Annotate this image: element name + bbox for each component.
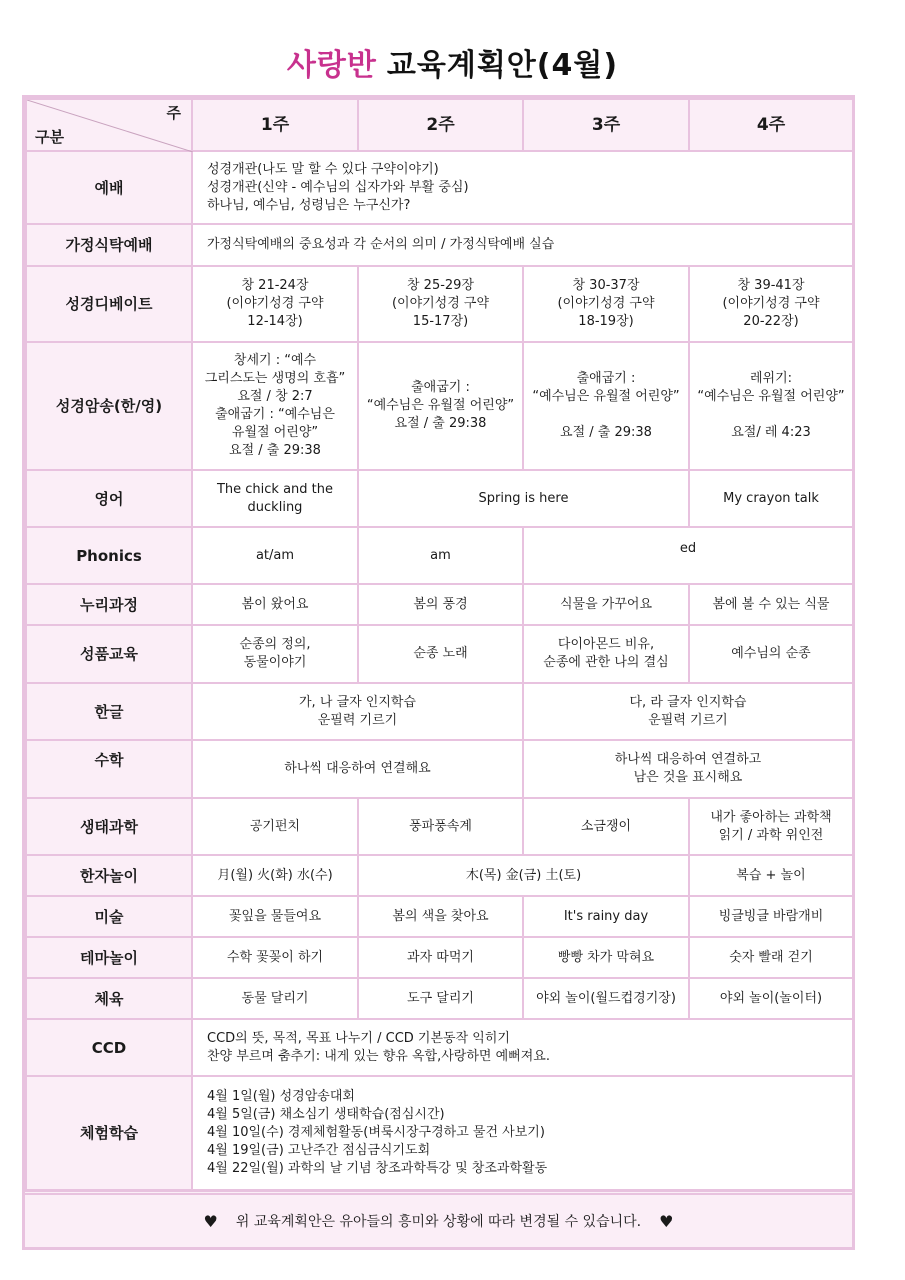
table-cell: 출애굽기 : “예수님은 유월절 어린양” 요절 / 출 29:38: [523, 342, 689, 470]
table-cell: 창 21-24장 (이야기성경 구약 12-14장): [192, 266, 358, 342]
table-cell: It's rainy day: [523, 896, 689, 937]
worship-content: [192, 151, 853, 224]
week-header: 4주: [689, 99, 853, 151]
corner-category-label: 구분: [35, 128, 64, 146]
row-label: CCD: [26, 1019, 192, 1076]
row-label: 체험학습: [26, 1076, 192, 1190]
content-line: 성경개관(신약 - 예수님의 십자가와 부활 중심): [207, 179, 469, 195]
content-line: 4월 19일(금) 고난주간 점심금식기도회: [207, 1143, 431, 1158]
table-row: [26, 937, 853, 978]
table-cell: 봄이 왔어요: [192, 584, 358, 625]
table-row: [26, 740, 853, 798]
week-header: 2주: [358, 99, 523, 151]
table-cell: 다이아몬드 비유, 순종에 관한 나의 결심: [523, 625, 689, 683]
content-line: 4월 5일(금) 채소심기 생태학습(점심시간): [207, 1107, 445, 1122]
table-cell: 복습 + 놀이: [689, 855, 853, 896]
table-row: [26, 683, 853, 740]
table-cell: 月(월) 火(화) 水(수): [192, 855, 358, 896]
table-row: [26, 151, 853, 224]
corner-cell: [26, 99, 192, 151]
table-cell: My crayon talk: [689, 470, 853, 527]
table-cell: 식물을 가꾸어요: [523, 584, 689, 625]
table-cell: 다, 라 글자 인지학습 운필력 기르기: [523, 683, 853, 740]
table-cell: 꽃잎을 물들여요: [192, 896, 358, 937]
table-row: [26, 584, 853, 625]
plan-table: [25, 98, 854, 1191]
experience-content: [192, 1076, 853, 1190]
table-cell: at/am: [192, 527, 358, 584]
table-row: [26, 978, 853, 1019]
table-cell: 순종 노래: [358, 625, 523, 683]
table-cell: 소금쟁이: [523, 798, 689, 855]
table-cell: 출애굽기 : “예수님은 유월절 어린양” 요절 / 출 29:38: [358, 342, 523, 470]
table-cell: The chick and the duckling: [192, 470, 358, 527]
content-line: CCD의 뜻, 목적, 목표 나누기 / CCD 기본동작 익히기: [207, 1030, 510, 1046]
footer-note: [25, 1190, 852, 1247]
page-title: [0, 40, 905, 84]
table-cell: 가, 나 글자 인지학습 운필력 기르기: [192, 683, 523, 740]
row-label: 한자놀이: [26, 855, 192, 896]
table-row: [26, 470, 853, 527]
table-cell: 동물 달리기: [192, 978, 358, 1019]
row-label: 성경디베이트: [26, 266, 192, 342]
row-label: 영어: [26, 470, 192, 527]
table-row: [26, 855, 853, 896]
table-cell: 하나씩 대응하여 연결해요: [192, 740, 523, 798]
table-cell: 야외 놀이(월드컵경기장): [523, 978, 689, 1019]
week-header: 1주: [192, 99, 358, 151]
table-cell: 창 25-29장 (이야기성경 구약 15-17장): [358, 266, 523, 342]
table-cell: 봄의 색을 찾아요: [358, 896, 523, 937]
table-cell: 빵빵 차가 막혀요: [523, 937, 689, 978]
row-label: 누리과정: [26, 584, 192, 625]
heart-icon: ♥: [203, 1211, 218, 1231]
row-label: 성품교육: [26, 625, 192, 683]
table-cell: Spring is here: [358, 470, 689, 527]
table-row: [26, 1076, 853, 1190]
content-line: 성경개관(나도 말 할 수 있다 구약이야기): [207, 161, 439, 177]
table-cell: 숫자 빨래 걷기: [689, 937, 853, 978]
row-label: 가정식탁예배: [26, 224, 192, 266]
row-label: 미술: [26, 896, 192, 937]
content-line: 4월 10일(수) 경제체험활동(벼룩시장구경하고 물건 사보기): [207, 1125, 545, 1140]
table-row: [26, 527, 853, 584]
table-cell: 야외 놀이(놀이터): [689, 978, 853, 1019]
table-cell: 공기펀치: [192, 798, 358, 855]
row-label: Phonics: [26, 527, 192, 584]
content-line: 하나님, 예수님, 성령님은 누구신가?: [207, 197, 411, 213]
row-label: 테마놀이: [26, 937, 192, 978]
table-cell: 예수님의 순종: [689, 625, 853, 683]
table-row: [26, 798, 853, 855]
table-header-row: [26, 99, 853, 151]
content-line: 찬양 부르며 춤추기: 내게 있는 향유 옥합,사랑하면 예뻐져요.: [207, 1048, 550, 1064]
row-label: 수학: [26, 740, 192, 798]
table-row: [26, 266, 853, 342]
table-cell: 창세기 : “예수 그리스도는 생명의 호흡” 요절 / 창 2:7 출애굽기 : “예수님은 유월절 어린양” 요절 / 출 29:38: [192, 342, 358, 470]
table-cell: 木(목) 金(금) 土(토): [358, 855, 689, 896]
plan-name: 교육계획안(4월): [386, 48, 619, 83]
table-cell: 내가 좋아하는 과학책 읽기 / 과학 위인전: [689, 798, 853, 855]
family-content: 가정식탁예배의 중요성과 각 순서의 의미 / 가정식탁예배 실습: [192, 224, 853, 266]
table-cell: 레위기: “예수님은 유월절 어린양” 요절/ 레 4:23: [689, 342, 853, 470]
table-cell: 하나씩 대응하여 연결하고 남은 것을 표시해요: [523, 740, 853, 798]
content-line: 4월 1일(월) 성경암송대회: [207, 1089, 355, 1104]
table-cell: 창 39-41장 (이야기성경 구약 20-22장): [689, 266, 853, 342]
table-row: [26, 1019, 853, 1076]
table-row: [26, 342, 853, 470]
table-cell: 풍파풍속계: [358, 798, 523, 855]
class-name: 사랑반: [286, 48, 377, 83]
row-label: 예배: [26, 151, 192, 224]
footer-text: 위 교육계획안은 유아들의 흥미와 상황에 따라 변경될 수 있습니다.: [235, 1214, 642, 1230]
table-cell: 빙글빙글 바람개비: [689, 896, 853, 937]
table-row: [26, 896, 853, 937]
table-cell: 순종의 정의, 동물이야기: [192, 625, 358, 683]
table-row: [26, 224, 853, 266]
week-header: 3주: [523, 99, 689, 151]
table-cell: 수학 꽃꽂이 하기: [192, 937, 358, 978]
row-label: 성경암송(한/영): [26, 342, 192, 470]
heart-icon: ♥: [659, 1211, 674, 1231]
ccd-content: [192, 1019, 853, 1076]
row-label: 생태과학: [26, 798, 192, 855]
table-cell: 창 30-37장 (이야기성경 구약 18-19장): [523, 266, 689, 342]
row-label: 체육: [26, 978, 192, 1019]
corner-week-label: 주: [166, 104, 181, 122]
table-cell: 도구 달리기: [358, 978, 523, 1019]
row-label: 한글: [26, 683, 192, 740]
content-line: 4월 22일(월) 과학의 날 기념 창조과학특강 및 창조과학활동: [207, 1161, 548, 1176]
table-cell: 과자 따먹기: [358, 937, 523, 978]
table-cell: 봄에 볼 수 있는 식물: [689, 584, 853, 625]
table-row: [26, 625, 853, 683]
table-cell: am: [358, 527, 523, 584]
table-cell: 봄의 풍경: [358, 584, 523, 625]
table-cell: ed: [523, 527, 853, 584]
